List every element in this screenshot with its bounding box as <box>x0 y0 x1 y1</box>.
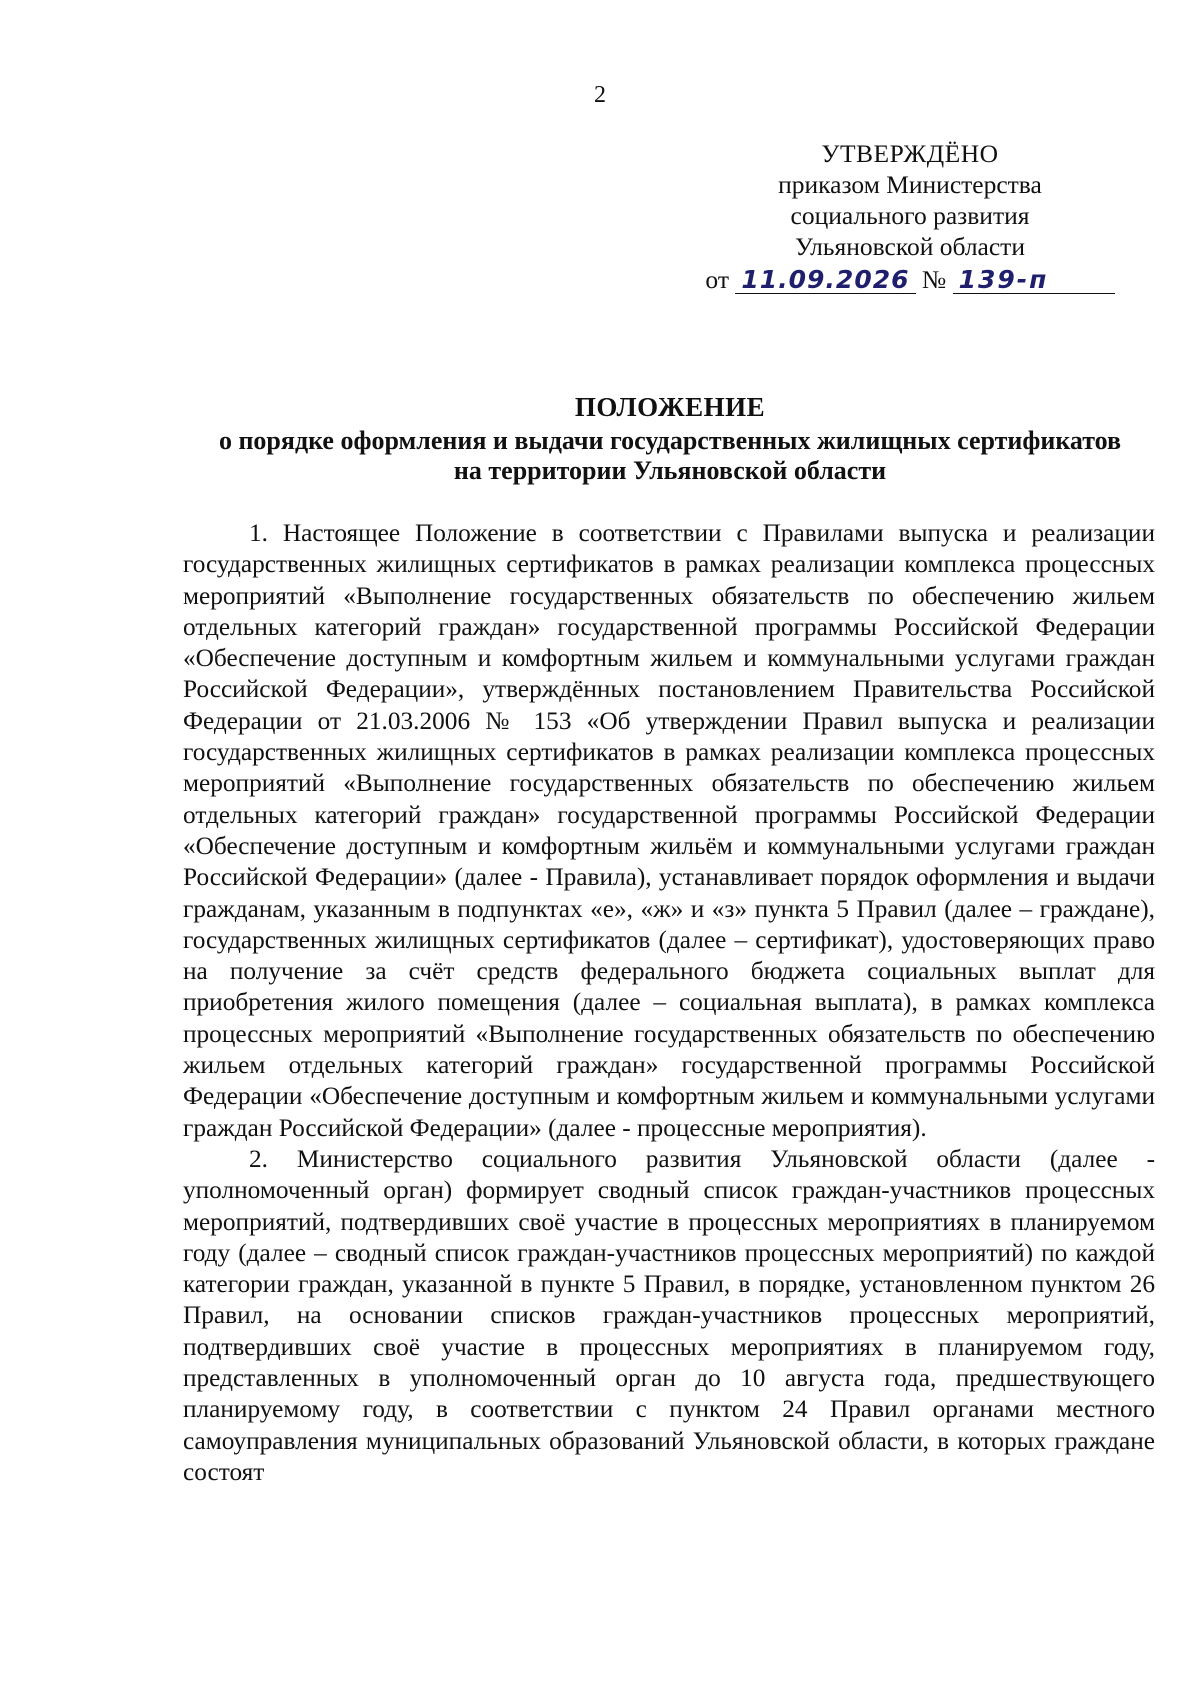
from-label: от <box>705 265 729 294</box>
approved-heading: УТВЕРЖДЁНО <box>821 139 999 168</box>
title-subtitle-line-1: о порядке оформления и выдачи государственных жилищных сертификатов <box>218 426 1122 455</box>
approval-line-3: Ульяновской области <box>795 232 1025 261</box>
number-sign: № <box>921 265 947 294</box>
order-date-number-line <box>700 264 1120 295</box>
approval-line-2: социального развития <box>790 201 1030 230</box>
approval-stamp <box>700 138 1120 295</box>
handwritten-date: 11.09.2026 <box>735 266 915 294</box>
document-title <box>180 392 1160 486</box>
document-body <box>183 518 1155 1488</box>
paragraph-1: 1. Настоящее Положение в соответствии с Правилами выпуска и реализации государственных жилищных сертификатов в рамках реализации комплекса процессных мероприятий «Выполнение государственных обязательств по обеспечению жильем отдельных категорий граждан» государственной программы Российской Федерации «Обеспечение доступным и комфортным жильем и коммунальными услугами граждан Российской Федерации», утверждённых постановлением Правительства Российской Федерации от 21.03.2006 № 153 «Об утверждении Правил выпуска и реализации государственных жилищных сертификатов в рамках реализации комплекса процессных мероприятий «Выполнение государственных обязательств по обеспечению жильем отдельных категорий граждан» государственной программы Российской Федерации «Обеспечение доступным и комфортным жильём и коммунальными услугами граждан Российской Федерации» (далее - Правила), устанавливает порядок оформления и выдачи гражданам, указанным в подпунктах «е», «ж» и «з» пункта 5 Правил (далее – граждане), государственных жилищных сертификатов (далее – сертификат), удостоверяющих право на получение за счёт средств федерального бюджета социальных выплат для приобретения жилого помещения (далее – социальная выплата), в рамках комплекса процессных мероприятий «Выполнение государственных обязательств по обеспечению жильем отдельных категорий граждан» государственной программы Российской Федерации «Обеспечение доступным и комфортным жильем и коммунальными услугами граждан Российской Федерации» (далее - процессные мероприятия). <box>183 519 1155 1142</box>
title-subtitle-line-2: на территории Ульяновской области <box>453 456 887 485</box>
title-main: ПОЛОЖЕНИЕ <box>574 392 766 422</box>
page-number: 2 <box>594 82 606 108</box>
paragraph-2: 2. Министерство социального развития Ульяновской области (далее - уполномоченный орган) формирует сводный список граждан-участников процессных мероприятий, подтвердивших своё участие в процессных мероприятиях в планируемом году (далее – сводный список граждан-участников процессных мероприятий) по каждой категории граждан, указанной в пункте 5 Правил, в порядке, установленном пунктом 26 Правил, на основании списков граждан-участников процессных мероприятий, подтвердивших своё участие в процессных мероприятиях в планируемом году, представленных в уполномоченный орган до 10 августа года, предшествующего планируемому году, в соответствии с пунктом 24 Правил органами местного самоуправления муниципальных образований Ульяновской области, в которых граждане состоят <box>183 1144 1155 1486</box>
handwritten-order-number: 139-п <box>953 266 1115 294</box>
approval-line-1: приказом Министерства <box>778 170 1042 199</box>
